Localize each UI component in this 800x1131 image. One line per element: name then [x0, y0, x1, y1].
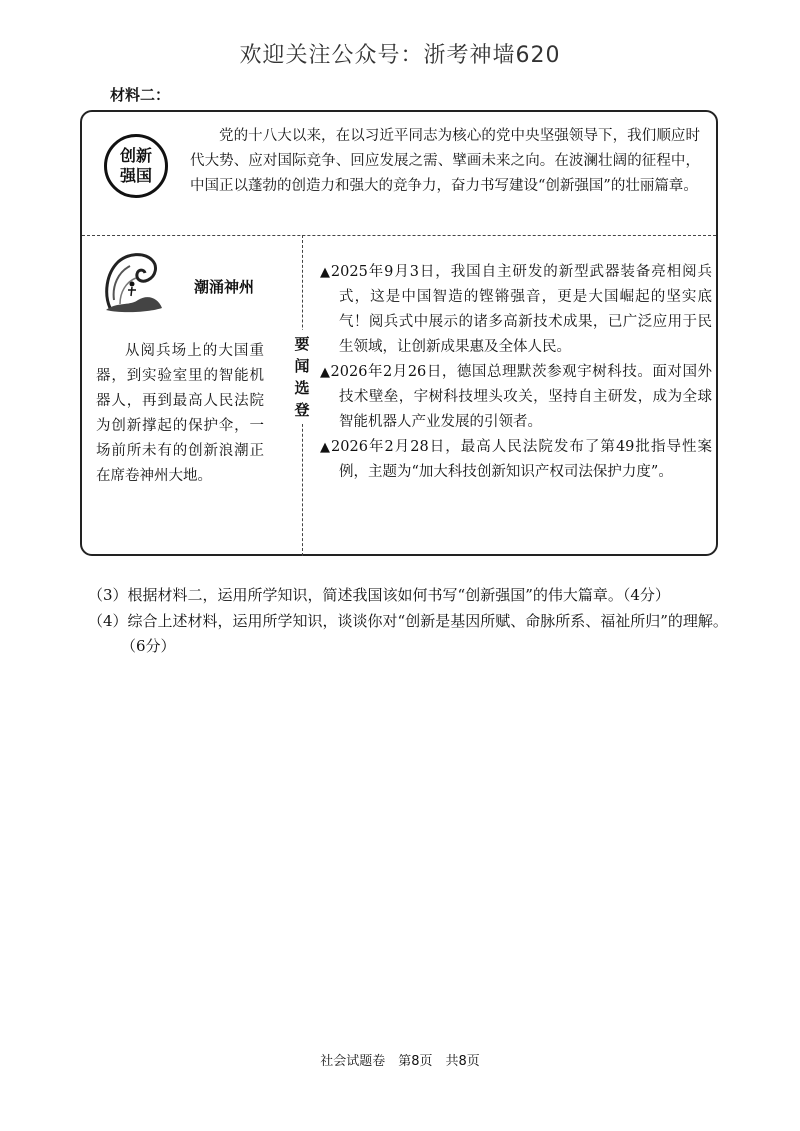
left-section	[82, 236, 302, 556]
question-number: （4）	[88, 612, 128, 630]
news-text: 2025年9月3日，我国自主研发的新型武器装备亮相阅兵式，这是中国智造的铿锵强音，更是大国崛起的坚实底气！阅兵式中展示的诸多高新技术成果，已广泛应用于民生领域，让创新成果惠及全体人民。	[330, 264, 712, 355]
news-item	[320, 360, 712, 435]
question-4	[88, 609, 728, 659]
page-header: 欢迎关注公众号：浙考神墙620	[239, 43, 561, 68]
triangle-icon: ▲	[320, 265, 331, 280]
triangle-icon: ▲	[320, 440, 332, 455]
badge-text: 创新强国	[119, 146, 152, 185]
question-3	[88, 583, 728, 608]
news-item	[320, 260, 712, 360]
question-text: 综合上述材料，运用所学知识，谈谈你对“创新是基因所赋、命脉所系、福祉所归”的理解。（6分）	[121, 612, 728, 655]
intro-paragraph: 党的十八大以来，在以习近平同志为核心的党中央坚强领导下，我们顺应时代大势、应对国际竞争、回应发展之需、擘画未来之向。在波澜壮阔的征程中，中国正以蓬勃的创造力和强大的竞争力，奋力书写建设“创新强国”的壮丽篇章。	[190, 128, 700, 194]
news-text: 2026年2月26日，德国总理默茨参观宇树科技。面对国外技术壁垒，宇树科技埋头攻关，坚持自主研发，成为全球智能机器人产业发展的引领者。	[330, 364, 713, 430]
wave-illustration-icon	[102, 250, 164, 316]
material-label: 材料二：	[110, 86, 171, 104]
section-title: 潮涌神州	[194, 278, 255, 296]
news-item	[320, 435, 712, 485]
news-label: 要闻选登	[293, 330, 311, 424]
material-box	[80, 110, 718, 556]
page-footer: 社会试题卷 第8页 共8页	[320, 1054, 480, 1069]
news-text: 2026年2月28日，最高人民法院发布了第49批指导性案例，主题为“加大科技创新知识产权司法保护力度”。	[331, 439, 713, 480]
question-text: 根据材料二，运用所学知识，简述我国该如何书写“创新强国”的伟大篇章。（4分）	[127, 586, 670, 604]
question-number: （3）	[88, 586, 128, 604]
intro-section	[82, 112, 716, 235]
triangle-icon: ▲	[320, 365, 331, 380]
left-paragraph: 从阅兵场上的大国重器，到实验室里的智能机器人，再到最高人民法院为创新撑起的保护伞，一场前所未有的创新浪潮正在席卷神州大地。	[96, 343, 264, 484]
badge-circle	[104, 134, 168, 198]
news-list	[320, 260, 712, 485]
questions	[88, 583, 728, 660]
